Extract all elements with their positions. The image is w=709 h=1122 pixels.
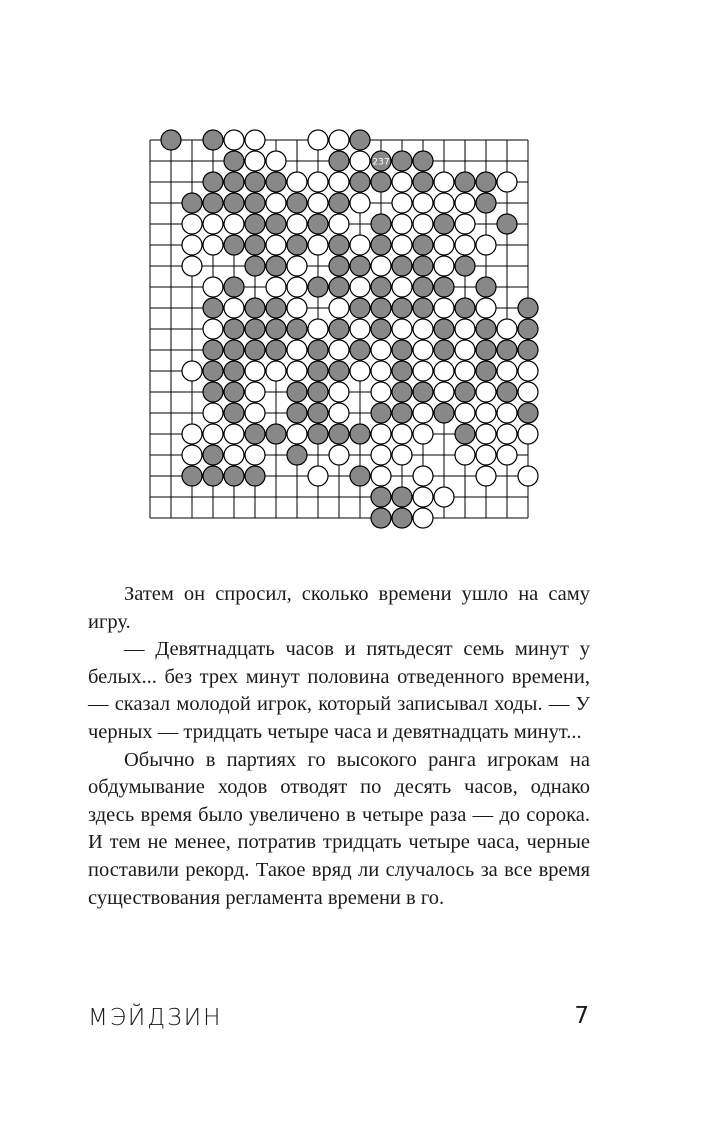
- white-stone: [518, 361, 538, 381]
- black-stone: [413, 151, 433, 171]
- black-stone: [245, 319, 265, 339]
- white-stone: [476, 424, 496, 444]
- white-stone: [287, 277, 307, 297]
- white-stone: [287, 361, 307, 381]
- white-stone: [287, 214, 307, 234]
- white-stone: [455, 235, 475, 255]
- white-stone: [224, 214, 244, 234]
- white-stone: [287, 340, 307, 360]
- black-stone: [476, 277, 496, 297]
- white-stone: [329, 298, 349, 318]
- white-stone: [476, 403, 496, 423]
- white-stone: [455, 403, 475, 423]
- white-stone: [476, 235, 496, 255]
- white-stone: [392, 214, 412, 234]
- black-stone: [413, 235, 433, 255]
- black-stone: [203, 340, 223, 360]
- black-stone: [371, 403, 391, 423]
- black-stone: [224, 172, 244, 192]
- black-stone: [350, 130, 370, 150]
- black-stone: [455, 256, 475, 276]
- paragraph-1: Затем он спросил, сколько времени ушло на саму игру.: [88, 583, 590, 633]
- black-stone: [308, 214, 328, 234]
- black-stone: [455, 382, 475, 402]
- white-stone: [434, 256, 454, 276]
- black-stone: [371, 277, 391, 297]
- black-stone: [371, 172, 391, 192]
- black-stone: [308, 277, 328, 297]
- white-stone: [266, 151, 286, 171]
- black-stone: [413, 382, 433, 402]
- black-stone: [413, 277, 433, 297]
- white-stone: [392, 424, 412, 444]
- white-stone: [371, 382, 391, 402]
- white-stone: [287, 424, 307, 444]
- white-stone: [413, 466, 433, 486]
- white-stone: [182, 361, 202, 381]
- white-stone: [266, 193, 286, 213]
- white-stone: [203, 319, 223, 339]
- white-stone: [413, 487, 433, 507]
- black-stone: [476, 361, 496, 381]
- black-stone: [224, 403, 244, 423]
- black-stone: [392, 256, 412, 276]
- white-stone: [350, 277, 370, 297]
- white-stone: [476, 445, 496, 465]
- black-stone: [392, 487, 412, 507]
- black-stone: [203, 298, 223, 318]
- white-stone: [455, 361, 475, 381]
- black-stone: [497, 340, 517, 360]
- white-stone: [371, 256, 391, 276]
- black-stone: [434, 319, 454, 339]
- black-stone: [350, 298, 370, 318]
- black-stone: [182, 466, 202, 486]
- black-stone: [287, 193, 307, 213]
- white-stone: [308, 193, 328, 213]
- black-stone: [455, 424, 475, 444]
- black-stone: [203, 361, 223, 381]
- white-stone: [371, 466, 391, 486]
- white-stone: [497, 361, 517, 381]
- black-stone: [434, 403, 454, 423]
- white-stone: [476, 298, 496, 318]
- white-stone: [434, 172, 454, 192]
- black-stone: [224, 361, 244, 381]
- white-stone: [518, 382, 538, 402]
- white-stone: [203, 424, 223, 444]
- black-stone: [413, 298, 433, 318]
- black-stone: [203, 466, 223, 486]
- white-stone: [392, 235, 412, 255]
- black-stone: [224, 319, 244, 339]
- white-stone: [182, 445, 202, 465]
- white-stone: [287, 298, 307, 318]
- white-stone: [476, 382, 496, 402]
- white-stone: [350, 319, 370, 339]
- white-stone: [350, 361, 370, 381]
- black-stone: [392, 151, 412, 171]
- black-stone: [308, 340, 328, 360]
- black-stone: [203, 130, 223, 150]
- black-stone: [413, 172, 433, 192]
- black-stone: [476, 340, 496, 360]
- black-stone: [245, 340, 265, 360]
- black-stone: [350, 256, 370, 276]
- black-stone: [455, 172, 475, 192]
- black-stone: [245, 235, 265, 255]
- white-stone: [350, 235, 370, 255]
- black-stone: [518, 319, 538, 339]
- black-stone: [350, 466, 370, 486]
- white-stone: [203, 214, 223, 234]
- white-stone: [224, 424, 244, 444]
- black-stone: [350, 172, 370, 192]
- black-stone: [245, 298, 265, 318]
- white-stone: [371, 361, 391, 381]
- white-stone: [203, 235, 223, 255]
- white-stone: [413, 214, 433, 234]
- black-stone: [203, 172, 223, 192]
- white-stone: [476, 466, 496, 486]
- black-stone: [224, 277, 244, 297]
- black-stone: [329, 235, 349, 255]
- black-stone: [392, 382, 412, 402]
- white-stone: [413, 424, 433, 444]
- white-stone: [497, 319, 517, 339]
- white-stone: [434, 487, 454, 507]
- white-stone: [182, 256, 202, 276]
- black-stone: [266, 340, 286, 360]
- black-stone: [350, 340, 370, 360]
- white-stone: [308, 466, 328, 486]
- black-stone: [287, 445, 307, 465]
- go-board-svg: [0, 0, 709, 560]
- black-stone: [308, 403, 328, 423]
- black-stone: [224, 340, 244, 360]
- black-stone: [371, 298, 391, 318]
- black-stone: [518, 298, 538, 318]
- white-stone: [245, 445, 265, 465]
- black-stone: [308, 382, 328, 402]
- white-stone: [287, 256, 307, 276]
- black-stone: [329, 256, 349, 276]
- black-stone: [287, 235, 307, 255]
- black-stone: [371, 214, 391, 234]
- white-stone: [392, 193, 412, 213]
- black-stone: [245, 172, 265, 192]
- black-stone: [287, 382, 307, 402]
- white-stone: [455, 319, 475, 339]
- black-stone: [455, 298, 475, 318]
- white-stone: [392, 277, 412, 297]
- white-stone: [224, 445, 244, 465]
- black-stone: [182, 193, 202, 213]
- white-stone: [245, 382, 265, 402]
- black-stone: [371, 508, 391, 528]
- paragraph-2: — Девятнадцать часов и пятьдесят семь минут у белых... без трех минут половина отведенного времени, — сказал молодой игрок, который записывал ходы. — У черных — тридцать четыре часа и девятнадцать минут...: [88, 638, 590, 743]
- white-stone: [182, 214, 202, 234]
- white-stone: [182, 424, 202, 444]
- white-stone: [413, 508, 433, 528]
- black-stone: [287, 403, 307, 423]
- white-stone: [371, 340, 391, 360]
- white-stone: [434, 382, 454, 402]
- black-stone: [392, 403, 412, 423]
- white-stone: [455, 193, 475, 213]
- white-stone: [434, 235, 454, 255]
- white-stone: [287, 172, 307, 192]
- white-stone: [329, 172, 349, 192]
- black-stone: [245, 424, 265, 444]
- white-stone: [329, 403, 349, 423]
- black-stone: [245, 214, 265, 234]
- black-stone: [203, 382, 223, 402]
- white-stone: [245, 403, 265, 423]
- white-stone: [245, 361, 265, 381]
- white-stone: [203, 277, 223, 297]
- running-title: МЭЙДЗИН: [88, 1005, 223, 1031]
- white-stone: [413, 403, 433, 423]
- white-stone: [266, 277, 286, 297]
- white-stone: [266, 361, 286, 381]
- white-stone: [224, 298, 244, 318]
- black-stone: [371, 487, 391, 507]
- black-stone: [245, 193, 265, 213]
- black-stone: [161, 130, 181, 150]
- black-stone: [203, 193, 223, 213]
- move-number-label: 237: [372, 157, 390, 168]
- white-stone: [266, 235, 286, 255]
- black-stone: [371, 319, 391, 339]
- black-stone: [329, 361, 349, 381]
- black-stone: [266, 214, 286, 234]
- black-stone: [329, 424, 349, 444]
- white-stone: [308, 172, 328, 192]
- black-stone: [518, 403, 538, 423]
- black-stone: [287, 319, 307, 339]
- black-stone: [434, 277, 454, 297]
- white-stone: [308, 235, 328, 255]
- white-stone: [371, 445, 391, 465]
- white-stone: [350, 193, 370, 213]
- white-stone: [350, 151, 370, 171]
- black-stone: [266, 298, 286, 318]
- black-stone: [497, 214, 517, 234]
- white-stone: [413, 319, 433, 339]
- white-stone: [518, 424, 538, 444]
- black-stone: [434, 340, 454, 360]
- black-stone: [224, 466, 244, 486]
- page-number: 7: [574, 1003, 589, 1029]
- white-stone: [413, 340, 433, 360]
- white-stone: [392, 445, 412, 465]
- white-stone: [497, 403, 517, 423]
- black-stone: [371, 235, 391, 255]
- black-stone: [224, 193, 244, 213]
- black-stone: [308, 424, 328, 444]
- black-stone: [266, 256, 286, 276]
- go-board-diagram: [0, 0, 709, 560]
- black-stone: [329, 151, 349, 171]
- paragraph-3: Обычно в партиях го высокого ранга игрокам на обдумывание ходов отводят по десять часов, однако здесь время было увеличено в четыре раза — до сорока. И тем не менее, потратив тридцать четыре часа, черные поставили рекорд. Такое вряд ли случалось за все время существования регламента времени в го.: [88, 748, 590, 909]
- white-stone: [371, 424, 391, 444]
- stones: [161, 130, 538, 528]
- black-stone: [476, 172, 496, 192]
- white-stone: [308, 130, 328, 150]
- black-stone: [350, 424, 370, 444]
- black-stone: [476, 319, 496, 339]
- white-stone: [413, 361, 433, 381]
- white-stone: [497, 424, 517, 444]
- white-stone: [434, 193, 454, 213]
- white-stone: [392, 172, 412, 192]
- black-stone: [518, 340, 538, 360]
- white-stone: [203, 403, 223, 423]
- white-stone: [392, 319, 412, 339]
- black-stone: [266, 424, 286, 444]
- black-stone: [245, 256, 265, 276]
- black-stone: [308, 361, 328, 381]
- body-text: [88, 581, 590, 912]
- white-stone: [329, 214, 349, 234]
- white-stone: [434, 298, 454, 318]
- white-stone: [245, 130, 265, 150]
- black-stone: [392, 508, 412, 528]
- black-stone: [497, 382, 517, 402]
- white-stone: [413, 193, 433, 213]
- black-stone: [266, 319, 286, 339]
- white-stone: [455, 340, 475, 360]
- black-stone: [476, 193, 496, 213]
- white-stone: [224, 130, 244, 150]
- white-stone: [329, 445, 349, 465]
- white-stone: [497, 445, 517, 465]
- black-stone: [329, 277, 349, 297]
- white-stone: [182, 235, 202, 255]
- white-stone: [245, 151, 265, 171]
- white-stone: [329, 382, 349, 402]
- black-stone: [329, 319, 349, 339]
- black-stone: [392, 298, 412, 318]
- black-stone: [434, 214, 454, 234]
- black-stone: [266, 172, 286, 192]
- black-stone: [224, 235, 244, 255]
- white-stone: [329, 340, 349, 360]
- black-stone: [392, 361, 412, 381]
- black-stone: [245, 466, 265, 486]
- white-stone: [455, 214, 475, 234]
- black-stone: [203, 445, 223, 465]
- white-stone: [434, 361, 454, 381]
- white-stone: [329, 130, 349, 150]
- black-stone: [392, 340, 412, 360]
- white-stone: [455, 445, 475, 465]
- black-stone: [224, 151, 244, 171]
- black-stone: [224, 382, 244, 402]
- white-stone: [518, 466, 538, 486]
- white-stone: [497, 172, 517, 192]
- white-stone: [308, 319, 328, 339]
- black-stone: [329, 193, 349, 213]
- black-stone: [413, 256, 433, 276]
